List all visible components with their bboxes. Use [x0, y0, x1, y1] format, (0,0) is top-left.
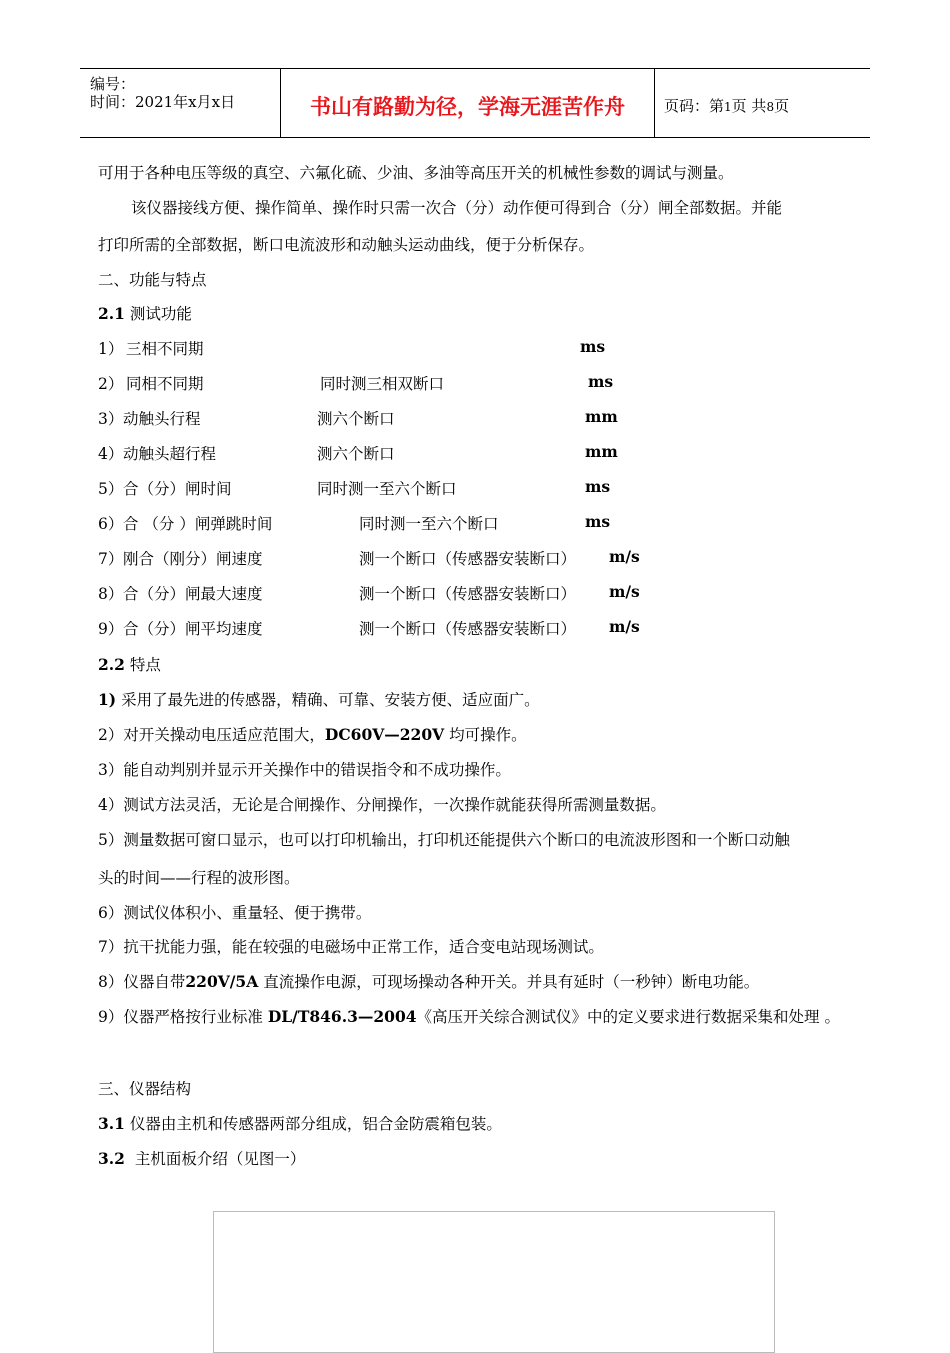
number-label: 编号：	[90, 75, 136, 93]
function-num: 5）	[98, 480, 124, 498]
feature-item	[98, 828, 790, 850]
section-2-title: 二、功能与特点	[98, 271, 207, 289]
feature-text: 能自动判别并显示开关操作中的错误指令和不成功操作。	[123, 761, 511, 779]
function-name: 合（分）闸时间	[123, 480, 232, 498]
feature-num: 2）	[98, 726, 124, 744]
feature-text: 测试仪体积小、重量轻、便于携带。	[123, 904, 372, 922]
section-3-2-text: 主机面板介绍（见图一）	[134, 1150, 306, 1168]
feature-bold-text: DL/T846.3—2004	[267, 1007, 417, 1026]
function-num: 9）	[98, 620, 124, 638]
function-name: 动触头超行程	[123, 445, 217, 463]
section-3-2	[98, 1147, 305, 1169]
page-mid: 页 共	[731, 97, 767, 115]
feature-num: 6）	[98, 904, 124, 922]
page-prefix: 页码：第	[664, 97, 725, 115]
function-desc: 测一个断口（传感器安装断口）	[359, 585, 577, 603]
function-name: 三相不同期	[126, 340, 204, 358]
intro-line-1: 可用于各种电压等级的真空、六氟化硫、少油、多油等高压开关的机械性参数的调试与测量。	[98, 164, 734, 182]
page-number	[664, 95, 789, 116]
function-name: 合（分）闸最大速度	[123, 585, 263, 603]
function-unit: m/s	[609, 547, 640, 566]
feature-text: 对开关操动电压适应范围大，	[123, 726, 325, 744]
feature-num: 3）	[98, 761, 124, 779]
time-label: 时间：2021年x月x日	[90, 93, 236, 111]
feature-num: 8）	[98, 973, 124, 991]
feature-bold-text: DC60V—220V	[324, 725, 445, 744]
feature-text: 抗干扰能力强，能在较强的电磁场中正常工作，适合变电站现场测试。	[123, 938, 604, 956]
function-unit: mm	[585, 407, 618, 426]
section-2-2-num: 2.2	[98, 655, 125, 674]
function-unit: ms	[588, 372, 614, 391]
function-unit: ms	[585, 512, 611, 531]
function-num: 7）	[98, 550, 124, 568]
feature-text: 测量数据可窗口显示，也可以打印机输出，打印机还能提供六个断口的电流波形图和一个断口动触	[123, 831, 790, 849]
header-motto-cell	[280, 69, 655, 137]
function-desc: 测一个断口（传感器安装断口）	[359, 620, 577, 638]
feature-bold-text: 220V/5A	[185, 972, 259, 991]
feature-continuation: 头的时间——行程的波形图。	[98, 869, 300, 887]
function-name: 同相不同期	[126, 375, 204, 393]
feature-item	[98, 935, 604, 957]
feature-item	[98, 1005, 840, 1027]
function-unit: ms	[585, 477, 611, 496]
function-num: 6）	[98, 515, 124, 533]
function-desc: 测六个断口	[317, 445, 395, 463]
motto-text: 书山有路勤为径，学海无涯苦作舟	[310, 94, 625, 119]
function-unit: mm	[585, 442, 618, 461]
function-num: 8）	[98, 585, 124, 603]
section-2-2-heading	[98, 653, 161, 675]
feature-item	[98, 970, 759, 992]
feature-text: 《高压开关综合测试仪》中的定义要求进行数据采集和处理 。	[416, 1008, 840, 1026]
feature-text: 仪器严格按行业标准	[123, 1008, 263, 1026]
feature-item	[98, 688, 540, 710]
feature-num: 9）	[98, 1008, 124, 1026]
figure-frame	[213, 1211, 775, 1353]
function-num: 2）	[98, 375, 124, 393]
function-desc: 同时测一至六个断口	[317, 480, 457, 498]
function-num: 4）	[98, 445, 124, 463]
section-3-2-num: 3.2	[98, 1149, 125, 1168]
function-name: 合 （分 ）闸弹跳时间	[123, 515, 273, 533]
page-header	[80, 68, 870, 138]
page-suffix: 页	[774, 97, 790, 115]
function-num: 3）	[98, 410, 124, 428]
function-name: 动触头行程	[123, 410, 201, 428]
feature-text: 仪器自带	[123, 973, 186, 991]
feature-item	[98, 758, 511, 780]
section-3-1	[98, 1112, 502, 1134]
function-desc: 同时测一至六个断口	[359, 515, 499, 533]
feature-num: 5）	[98, 831, 124, 849]
section-2-1-title: 测试功能	[129, 305, 192, 323]
section-3-title: 三、仪器结构	[98, 1080, 192, 1098]
intro-line-2: 该仪器接线方便、操作简单、操作时只需一次合（分）动作便可得到合（分）闸全部数据。并能	[131, 199, 783, 217]
section-2-1-heading	[98, 302, 192, 324]
page-current: 1	[724, 100, 732, 114]
header-page-cell	[654, 69, 870, 137]
feature-text: 直流操作电源，可现场操动各种开关。并具有延时（一秒钟）断电功能。	[263, 973, 760, 991]
feature-num: 7）	[98, 938, 124, 956]
feature-num: 1)	[98, 690, 117, 709]
feature-text: 采用了最先进的传感器，精确、可靠、安装方便、适应面广。	[121, 691, 540, 709]
section-2-1-num: 2.1	[98, 304, 125, 323]
feature-item	[98, 723, 527, 745]
function-num: 1）	[98, 340, 124, 358]
intro-line-3: 打印所需的全部数据，断口电流波形和动触头运动曲线，便于分析保存。	[98, 236, 595, 254]
function-desc: 测一个断口（传感器安装断口）	[359, 550, 577, 568]
function-desc: 测六个断口	[317, 410, 395, 428]
header-left-cell	[80, 69, 280, 137]
feature-text: 测试方法灵活，无论是合闸操作、分闸操作，一次操作就能获得所需测量数据。	[123, 796, 666, 814]
function-name: 合（分）闸平均速度	[123, 620, 263, 638]
page-total: 8	[766, 100, 775, 114]
feature-num: 4）	[98, 796, 124, 814]
function-unit: ms	[580, 337, 606, 356]
section-2-2-title: 特点	[129, 656, 161, 674]
section-3-1-num: 3.1	[98, 1114, 125, 1133]
function-desc: 同时测三相双断口	[320, 375, 445, 393]
feature-item	[98, 901, 371, 923]
function-unit: m/s	[609, 617, 640, 636]
function-name: 刚合（刚分）闸速度	[123, 550, 263, 568]
function-unit: m/s	[609, 582, 640, 601]
section-3-1-text: 仪器由主机和传感器两部分组成，铝合金防震箱包装。	[129, 1115, 502, 1133]
feature-text: 均可操作。	[449, 726, 527, 744]
feature-item	[98, 793, 666, 815]
